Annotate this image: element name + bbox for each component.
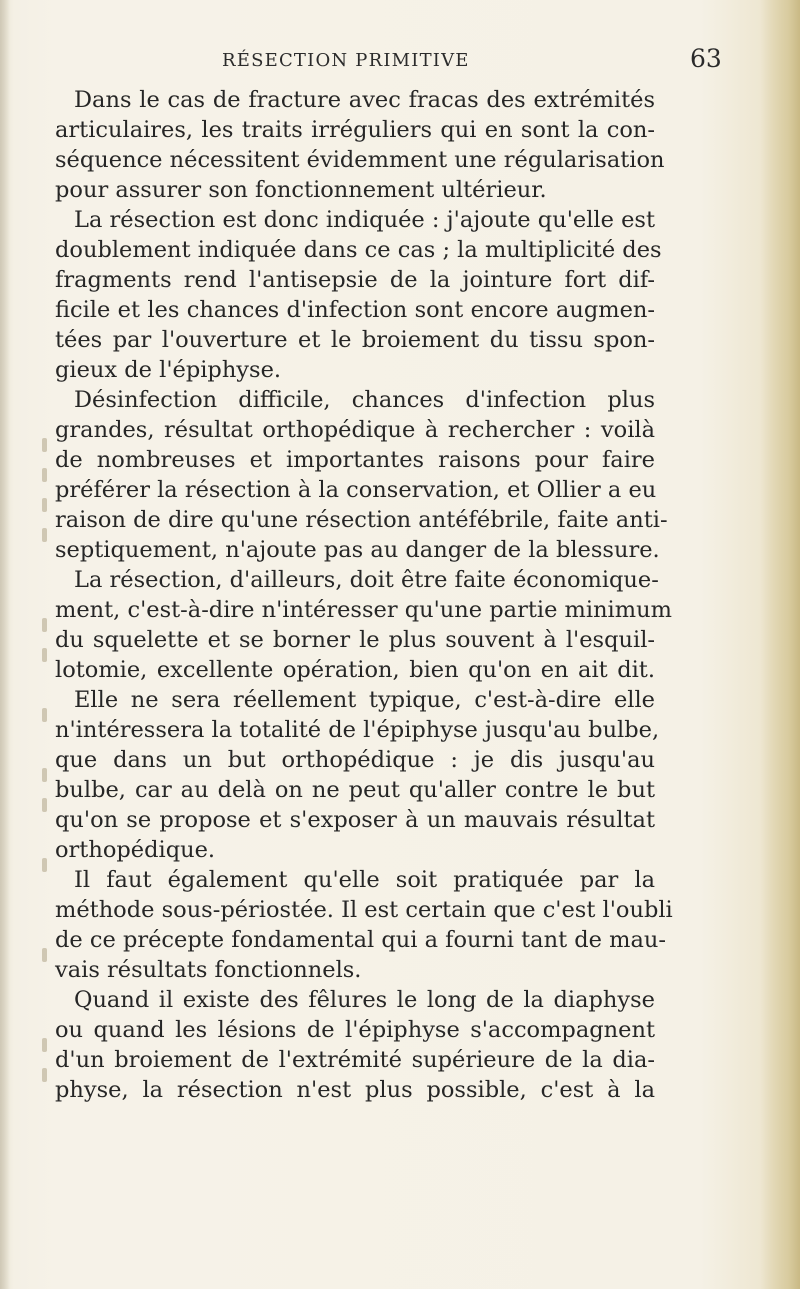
text-line: pour assurer son fonctionnement ultérieur. — [55, 177, 547, 203]
running-head: RÉSECTION PRIMITIVE — [222, 50, 470, 71]
text-line: vais résultats fonctionnels. — [55, 957, 362, 983]
text-line: physe, la résection n'est plus possible, c'est à la — [55, 1077, 655, 1103]
text-line: qu'on se propose et s'exposer à un mauvais résultat — [55, 807, 655, 833]
text-line: séquence nécessitent évidemment une régularisation — [55, 147, 665, 173]
margin-mark — [42, 1068, 47, 1082]
margin-mark — [42, 468, 47, 482]
text-line: La résection est donc indiquée : j'ajoute qu'elle est — [74, 207, 655, 233]
margin-mark — [42, 948, 47, 962]
text-line: lotomie, excellente opération, bien qu'on en ait dit. — [55, 657, 655, 683]
text-line: de nombreuses et importantes raisons pour faire — [55, 447, 655, 473]
text-line: fragments rend l'antisepsie de la jointure fort dif- — [55, 267, 655, 293]
text-line: ficile et les chances d'infection sont encore augmen- — [55, 297, 655, 323]
margin-mark — [42, 768, 47, 782]
text-line: orthopédique. — [55, 837, 216, 863]
margin-mark — [42, 858, 47, 872]
margin-mark — [42, 618, 47, 632]
text-line: ou quand les lésions de l'épiphyse s'accompagnent — [55, 1017, 655, 1043]
text-line: doublement indiquée dans ce cas ; la multiplicité des — [55, 237, 662, 263]
text-line: n'intéressera la totalité de l'épiphyse jusqu'au bulbe, — [55, 717, 660, 743]
margin-mark — [42, 708, 47, 722]
text-line: que dans un but orthopédique : je dis jusqu'au — [55, 747, 655, 773]
text-line: bulbe, car au delà on ne peut qu'aller contre le but — [55, 777, 655, 803]
text-line: d'un broiement de l'extrémité supérieure de la dia- — [55, 1047, 655, 1073]
text-line: tées par l'ouverture et le broiement du tissu spon- — [55, 327, 655, 353]
text-line: La résection, d'ailleurs, doit être faite économique- — [74, 567, 659, 593]
margin-mark — [42, 1038, 47, 1052]
margin-mark — [42, 648, 47, 662]
text-line: préférer la résection à la conservation, et Ollier a eu — [55, 477, 657, 503]
text-line: raison de dire qu'une résection antéfébrile, faite anti- — [55, 507, 668, 533]
page-edge-discoloration — [760, 0, 800, 1289]
text-line: Désinfection difficile, chances d'infection plus — [74, 387, 655, 413]
text-line: de ce précepte fondamental qui a fourni tant de mau- — [55, 927, 666, 953]
text-line: septiquement, n'ajoute pas au danger de la blessure. — [55, 537, 660, 563]
page-gutter-shadow — [0, 0, 10, 1289]
page-number: 63 — [690, 44, 722, 73]
page-header — [0, 44, 800, 74]
margin-mark — [42, 798, 47, 812]
text-line: Elle ne sera réellement typique, c'est-à-dire elle — [74, 687, 655, 713]
text-line: du squelette et se borner le plus souvent à l'esquil- — [55, 627, 655, 653]
margin-mark — [42, 498, 47, 512]
text-line: gieux de l'épiphyse. — [55, 357, 282, 383]
margin-mark — [42, 528, 47, 542]
text-line: Il faut également qu'elle soit pratiquée par la — [74, 867, 655, 893]
text-line: grandes, résultat orthopédique à rechercher : voilà — [55, 417, 655, 443]
text-line: articulaires, les traits irréguliers qui en sont la con- — [55, 117, 655, 143]
text-line: Dans le cas de fracture avec fracas des extrémités — [74, 87, 655, 113]
margin-mark — [42, 438, 47, 452]
text-line: méthode sous-périostée. Il est certain que c'est l'oubli — [55, 897, 673, 923]
text-line: ment, c'est-à-dire n'intéresser qu'une partie minimum — [55, 597, 672, 623]
text-line: Quand il existe des fêlures le long de la diaphyse — [74, 987, 655, 1013]
